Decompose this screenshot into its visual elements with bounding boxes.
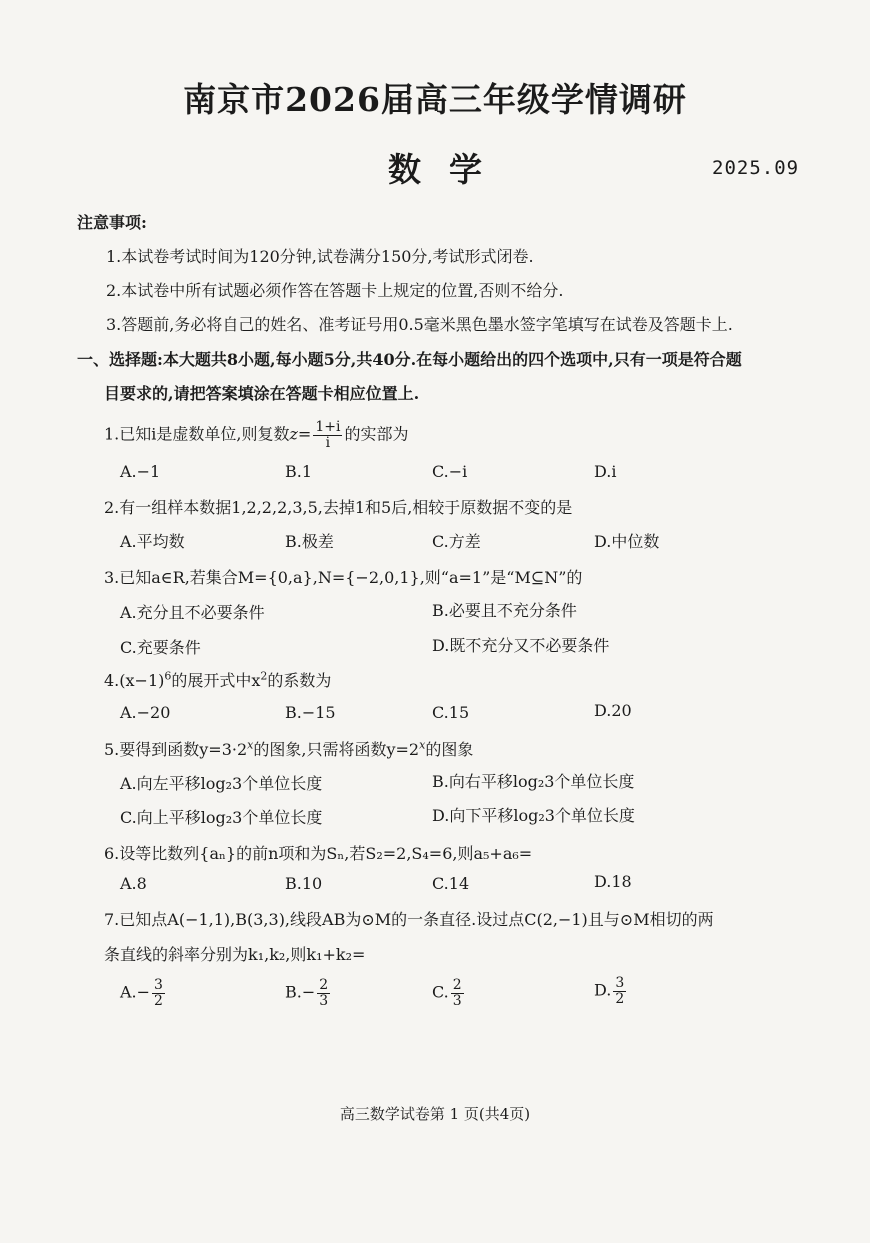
question-3-stem: 3.已知a∈R,若集合M={0,a},N={−2,0,1},则“a=1”是“M⊆N”的 — [104, 568, 583, 587]
q3-option-a: A.充分且不必要条件 — [120, 603, 265, 622]
q6-option-b: B.10 — [285, 874, 323, 893]
q5-option-a: A.向左平移log₂3个单位长度 — [120, 774, 323, 793]
q2-option-c: C.方差 — [432, 532, 481, 551]
notice-item-1: 1.本试卷考试时间为120分钟,试卷满分150分,考试形式闭卷. — [106, 247, 534, 266]
q1-option-b: B.1 — [285, 462, 313, 481]
q3-option-b: B.必要且不充分条件 — [432, 601, 577, 620]
q3-option-d: D.既不充分又不必要条件 — [432, 636, 610, 655]
question-6-stem: 6.设等比数列{aₙ}的前n项和为Sₙ,若S₂=2,S₄=6,则a₅+a₆= — [104, 844, 533, 863]
q7-option-c: C. $\frac{2}{3}$ — [432, 977, 462, 1009]
q7-option-b: B.− $\frac{2}{3}$ — [285, 977, 329, 1009]
q7-option-d: D. $\frac{3}{2}$ — [594, 975, 625, 1007]
question-2-stem: 2.有一组样本数据1,2,2,2,3,5,去掉1和5后,相较于原数据不变的是 — [104, 498, 573, 517]
q1-option-c: C.−i — [432, 462, 468, 481]
q4-option-c: C.15 — [432, 703, 470, 722]
q6-option-d: D.18 — [594, 872, 632, 891]
notice-item-3: 3.答题前,务必将自己的姓名、准考证号用0.5毫米黑色墨水签字笔填写在试卷及答题卡上. — [106, 315, 733, 334]
q4-option-b: B.−15 — [285, 703, 336, 722]
page-footer: 高三数学试卷第 1 页(共4页) — [339, 1105, 531, 1123]
section1-line1: 一、选择题:本大题共8小题,每小题5分,共40分.在每小题给出的四个选项中,只有一项是符合题 — [77, 350, 742, 369]
question-7-line1: 7.已知点A(−1,1),B(3,3),线段AB为⊙M的一条直径.设过点C(2,−1)且与⊙M相切的两 — [104, 910, 714, 929]
notice-heading: 注意事项: — [77, 213, 147, 232]
q6-option-c: C.14 — [432, 874, 470, 893]
q7-option-a: A.− $\frac{3}{2}$ — [120, 977, 163, 1009]
q3-option-c: C.充要条件 — [120, 638, 201, 657]
question-5-stem: 5.要得到函数$y=3\cdot 2^x$的图象,只需将函数$y=2^x$的图象 — [104, 738, 474, 759]
q5-option-d: D.向下平移log₂3个单位长度 — [432, 806, 635, 825]
question-7-line2: 条直线的斜率分别为k₁,k₂,则k₁+k₂= — [104, 945, 366, 964]
q6-option-a: A.8 — [120, 874, 147, 893]
q2-option-b: B.极差 — [285, 532, 334, 551]
question-4-stem: $4.(x-1)^6$的展开式中$x^2$的系数为 — [104, 669, 332, 690]
q4-option-a: A.−20 — [120, 703, 171, 722]
exam-date: 2025.09 — [712, 157, 800, 179]
q5-option-c: C.向上平移log₂3个单位长度 — [120, 808, 323, 827]
section1-line2: 目要求的,请把答案填涂在答题卡相应位置上. — [104, 384, 420, 403]
q1-option-d: D.i — [594, 462, 617, 481]
exam-title: 南京市2026届高三年级学情调研 — [183, 80, 687, 119]
q2-option-d: D.中位数 — [594, 532, 660, 551]
q1-option-a: A.−1 — [120, 462, 161, 481]
notice-item-2: 2.本试卷中所有试题必须作答在答题卡上规定的位置,否则不给分. — [106, 281, 564, 300]
q2-option-a: A.平均数 — [120, 532, 185, 551]
q5-option-b: B.向右平移log₂3个单位长度 — [432, 772, 635, 791]
q4-option-d: D.20 — [594, 701, 632, 720]
q1-fraction: $\frac{1+i}{i}$ — [315, 419, 341, 451]
question-1-stem: 1.已知i是虚数单位,则复数z= $\frac{1+i}{i}$ 的实部为 — [104, 419, 409, 451]
exam-subject: 数学 — [388, 150, 510, 189]
